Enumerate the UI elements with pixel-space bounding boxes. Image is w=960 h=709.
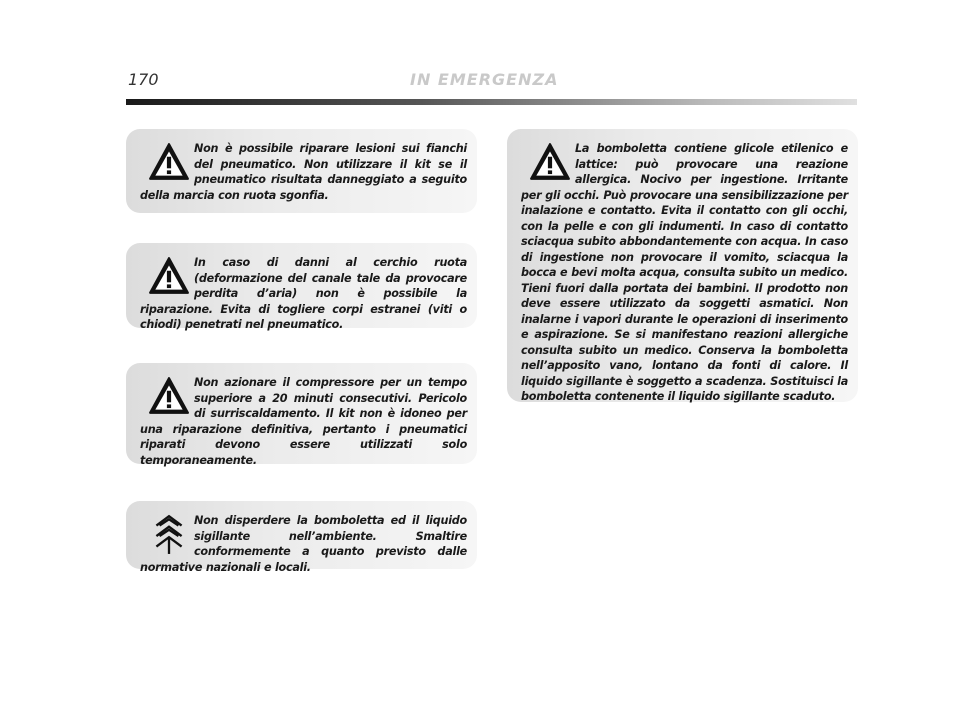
environment-note-disposal xyxy=(126,501,477,574)
page-number: 170 xyxy=(128,70,159,89)
note-text: La bomboletta contiene glicole etilenico e lattice: può provocare una reazione allergica. Nocivo per ingestione. Irritante per gli occhi. Può provocare una sensibilizzazione per inalazione e contatto. Evita il contatto con gli occhi, con la pelle e con gli indumenti. In caso di contatto sciacqua subito abbondantemente con acqua. In caso di ingestione non provocare il vomito, sciacqua la bocca e bevi molta acqua, consulta subito un medico. Tieni fuori dalla portata dei bambini. Il prodotto non deve essere utilizzato da soggetti asmatici. Non inalarne i vapori durante le operazioni di inserimento e aspirazione. Se si manifestano reazioni allergiche consulta subito un medico. Conserva la bomboletta nell’apposito vano, lontano da fonti di calore. Il liquido sigillante è soggetto a scadenza. Sostituisci la bomboletta contenente il liquido sigillante scaduto. xyxy=(521,142,848,403)
warning-triangle-icon xyxy=(148,255,190,297)
section-title: IN EMERGENZA xyxy=(410,70,559,89)
warning-note-rim-damage xyxy=(126,243,477,331)
warning-note-sealant-safety xyxy=(507,129,858,402)
warning-triangle-icon xyxy=(148,141,190,183)
warning-note-sidewall xyxy=(126,129,477,213)
note-text: Non azionare il compressore per un tempo superiore a 20 minuti consecutivi. Pericolo di surriscaldamento. Il kit non è idoneo per una riparazione definitiva, pertanto i pneumatici riparati devono essere utilizzati solo temporaneamente. xyxy=(140,376,467,467)
note-text: Non disperdere la bomboletta ed il liquido sigillante nell’ambiente. Smaltire conformemente a quanto previsto dalle normative nazionali e locali. xyxy=(140,514,467,574)
header-rule xyxy=(126,99,857,105)
note-text: In caso di danni al cerchio ruota (deformazione del canale tale da provocare perdita d’aria) non è possibile la riparazione. Evita di togliere corpi estranei (viti o chiodi) penetrati nel pneumatico. xyxy=(140,256,467,331)
environment-chevron-icon xyxy=(148,513,190,555)
warning-note-compressor xyxy=(126,363,477,467)
note-text: Non è possibile riparare lesioni sui fianchi del pneumatico. Non utilizzare il kit se il pneumatico risultata danneggiato a seguito della marcia con ruota sgonfia. xyxy=(140,142,467,202)
warning-triangle-icon xyxy=(148,375,190,417)
warning-triangle-icon xyxy=(529,141,571,183)
